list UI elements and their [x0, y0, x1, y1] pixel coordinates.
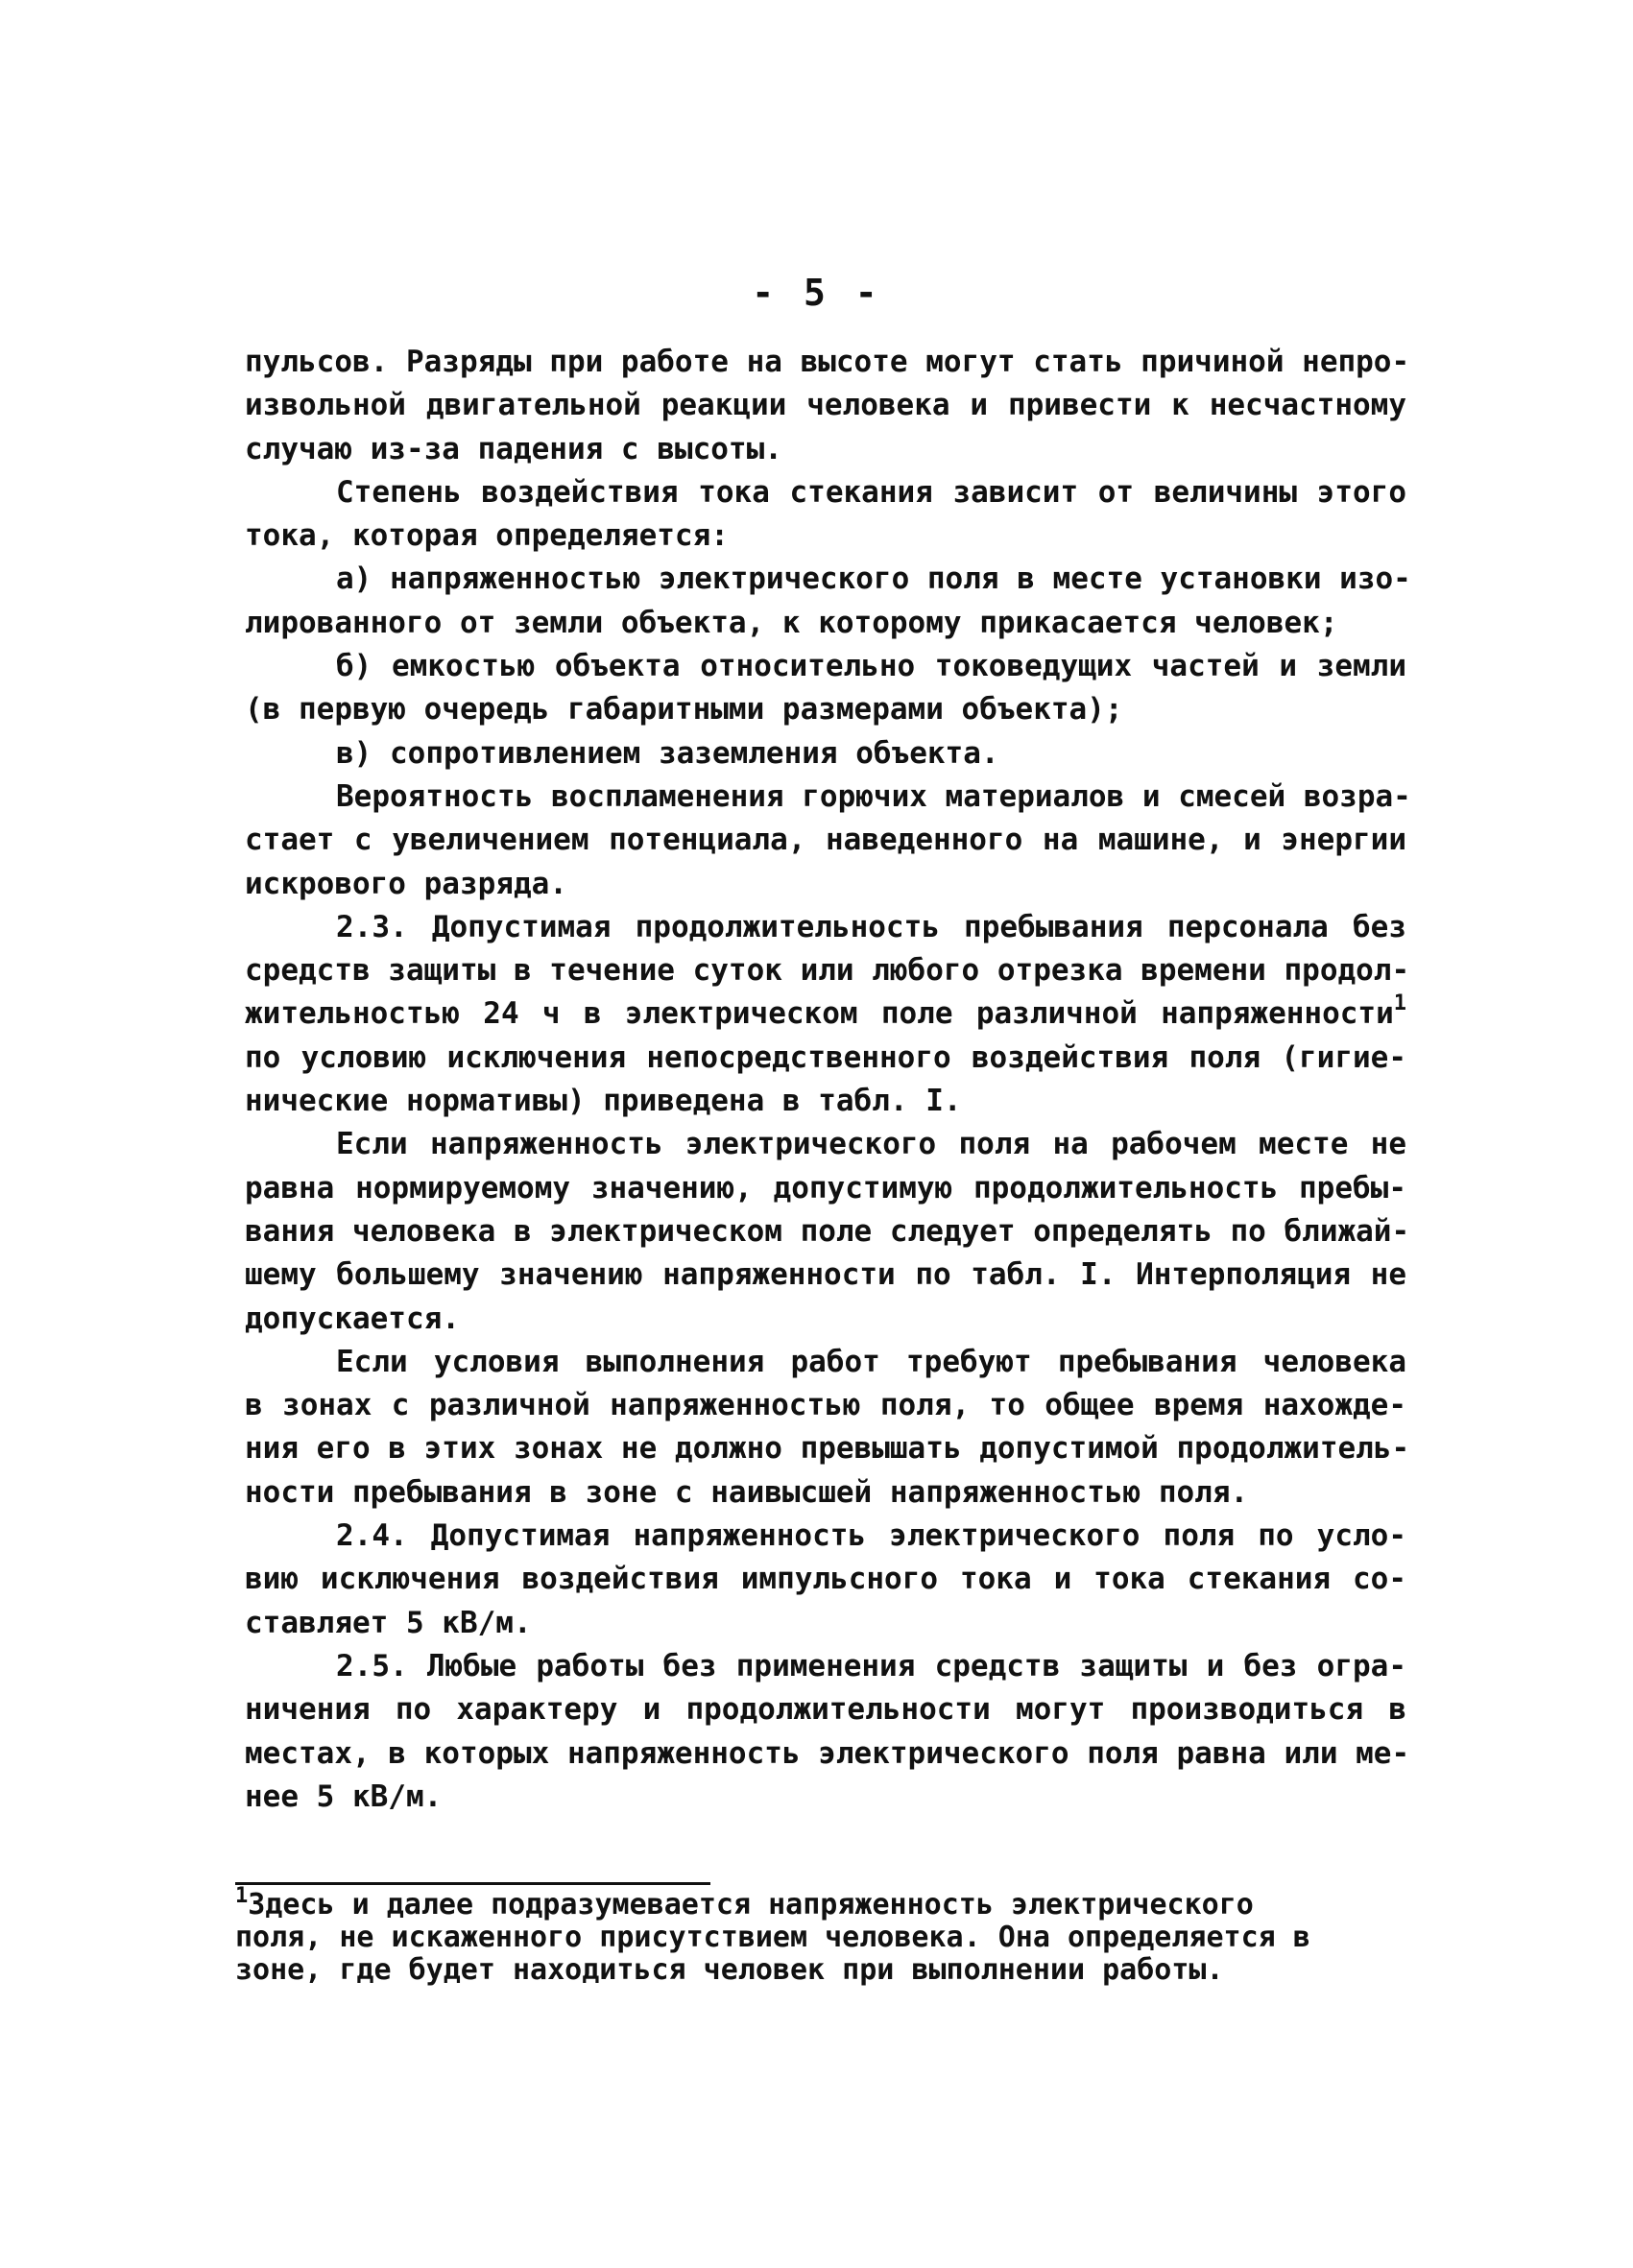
- text-line-content: ности пребывания в зоне с наивысшей напряженностью поля.: [245, 1474, 1249, 1510]
- text-line-content: 2.4. Допустимая напряженность электрического поля по усло-: [336, 1518, 1406, 1554]
- text-line-content: вания человека в электрическом поле следует определять по ближай-: [245, 1213, 1410, 1249]
- text-line: [245, 819, 1406, 862]
- text-line-content: жительностью 24 ч в электрическом поле различной напряженности: [245, 996, 1394, 1032]
- footnote-marker: 1: [235, 1884, 249, 1908]
- text-line: [245, 1558, 1406, 1601]
- text-line-content: шему большему значению напряженности по табл. I. Интерполяция не: [245, 1257, 1406, 1293]
- text-line: [245, 992, 1406, 1036]
- footnote-line: зоне, где будет находиться человек при выполнении работы.: [235, 1953, 1224, 1987]
- text-line: [245, 384, 1406, 427]
- text-line-content: ния его в этих зонах не должно превышать допустимой продолжитель-: [245, 1431, 1410, 1467]
- text-line-content: нее 5 кВ/м.: [245, 1779, 443, 1814]
- text-line: [245, 602, 1406, 645]
- text-line-content: а) напряженностью электрического поля в месте установки изо-: [336, 561, 1411, 597]
- text-line: [245, 428, 1406, 471]
- text-line: [245, 732, 1406, 776]
- text-line: [245, 1037, 1406, 1080]
- text-line-content: средств защиты в течение суток или любого отрезка времени продол-: [245, 953, 1410, 989]
- text-line: [245, 1080, 1406, 1123]
- text-line-content: б) емкостью объекта относительно токоведущих частей и земли: [336, 649, 1406, 684]
- text-line-content: по условию исключения непосредственного воздействия поля (гигие-: [245, 1039, 1406, 1075]
- text-line-content: лированного от земли объекта, к которому прикасается человек;: [245, 605, 1338, 640]
- text-line-content: (в первую очередь габаритными размерами объекта);: [245, 692, 1123, 728]
- text-line: [245, 1645, 1406, 1688]
- text-line-content: извольной двигательной реакции человека и привести к несчастному: [245, 388, 1406, 423]
- text-line: [245, 1427, 1410, 1470]
- text-line-content: ничения по характеру и продолжительности могут производиться в: [245, 1692, 1406, 1728]
- text-line: [245, 341, 1410, 384]
- text-line: [245, 1167, 1406, 1210]
- body-text: [245, 341, 1411, 1819]
- text-line-content: нические нормативы) приведена в табл. I.: [245, 1084, 962, 1119]
- text-line-content: в) сопротивлением заземления объекта.: [336, 735, 999, 771]
- text-line-content: пульсов. Разряды при работе на высоте могут стать причиной непро-: [245, 345, 1410, 379]
- text-line: [245, 1471, 1406, 1515]
- text-line: [245, 645, 1406, 688]
- text-line: [245, 1732, 1410, 1776]
- text-line: [245, 1341, 1406, 1384]
- footnote-reference: 1: [1393, 991, 1406, 1016]
- text-line-content: случаю из-за падения с высоты.: [245, 431, 782, 466]
- text-line-content: ставляет 5 кВ/м.: [245, 1605, 532, 1640]
- text-line: [245, 471, 1406, 514]
- text-line: [245, 1776, 1406, 1819]
- text-line-content: стает с увеличением потенциала, наведенного на машине, и энергии: [245, 823, 1406, 858]
- text-line: [245, 1602, 1406, 1645]
- text-line-content: Вероятность воспламенения горючих материалов и смесей возра-: [336, 778, 1411, 814]
- text-line: [245, 688, 1406, 731]
- text-line: [245, 1688, 1406, 1731]
- footnote-line-text: Здесь и далее подразумевается напряженность электрического: [248, 1888, 1254, 1922]
- text-line: [245, 906, 1406, 949]
- text-line: [245, 558, 1411, 601]
- footnote-divider: [235, 1882, 710, 1885]
- footnote: [235, 1884, 1387, 1987]
- text-line-content: Если условия выполнения работ требуют пребывания человека: [336, 1344, 1406, 1379]
- text-line-content: 2.3. Допустимая продолжительность пребывания персонала без: [336, 909, 1406, 944]
- page-number: - 5 -: [752, 272, 881, 314]
- footnote-line: [235, 1884, 1387, 1922]
- text-line: [245, 1253, 1406, 1297]
- text-line: [245, 776, 1411, 819]
- text-line: [245, 1515, 1406, 1558]
- text-line-content: Степень воздействия тока стекания зависит от величины этого: [336, 474, 1406, 510]
- text-line: [245, 1123, 1406, 1166]
- text-line: [245, 949, 1410, 992]
- text-line-content: тока, которая определяется:: [245, 518, 729, 554]
- text-line-content: вию исключения воздействия импульсного тока и тока стекания со-: [245, 1562, 1406, 1597]
- footnote-line: поля, не искаженного присутствием человека. Она определяется в: [235, 1921, 1310, 1954]
- text-line: [245, 1210, 1410, 1253]
- text-line: [245, 514, 1406, 558]
- text-line: [245, 1298, 1406, 1341]
- text-line-content: равна нормируемому значению, допустимую продолжительность пребы-: [245, 1170, 1406, 1206]
- text-line-content: местах, в которых напряженность электрического поля равна или ме-: [245, 1735, 1410, 1771]
- text-line-content: допускается.: [245, 1301, 460, 1336]
- text-line-content: Если напряженность электрического поля на рабочем месте не: [336, 1127, 1406, 1162]
- text-line-content: искрового разряда.: [245, 866, 567, 901]
- text-line-content: 2.5. Любые работы без применения средств защиты и без огра-: [336, 1648, 1406, 1683]
- text-line: [245, 1384, 1406, 1427]
- text-line: [245, 863, 1406, 906]
- text-line-content: в зонах с различной напряженностью поля, то общее время нахожде-: [245, 1388, 1406, 1423]
